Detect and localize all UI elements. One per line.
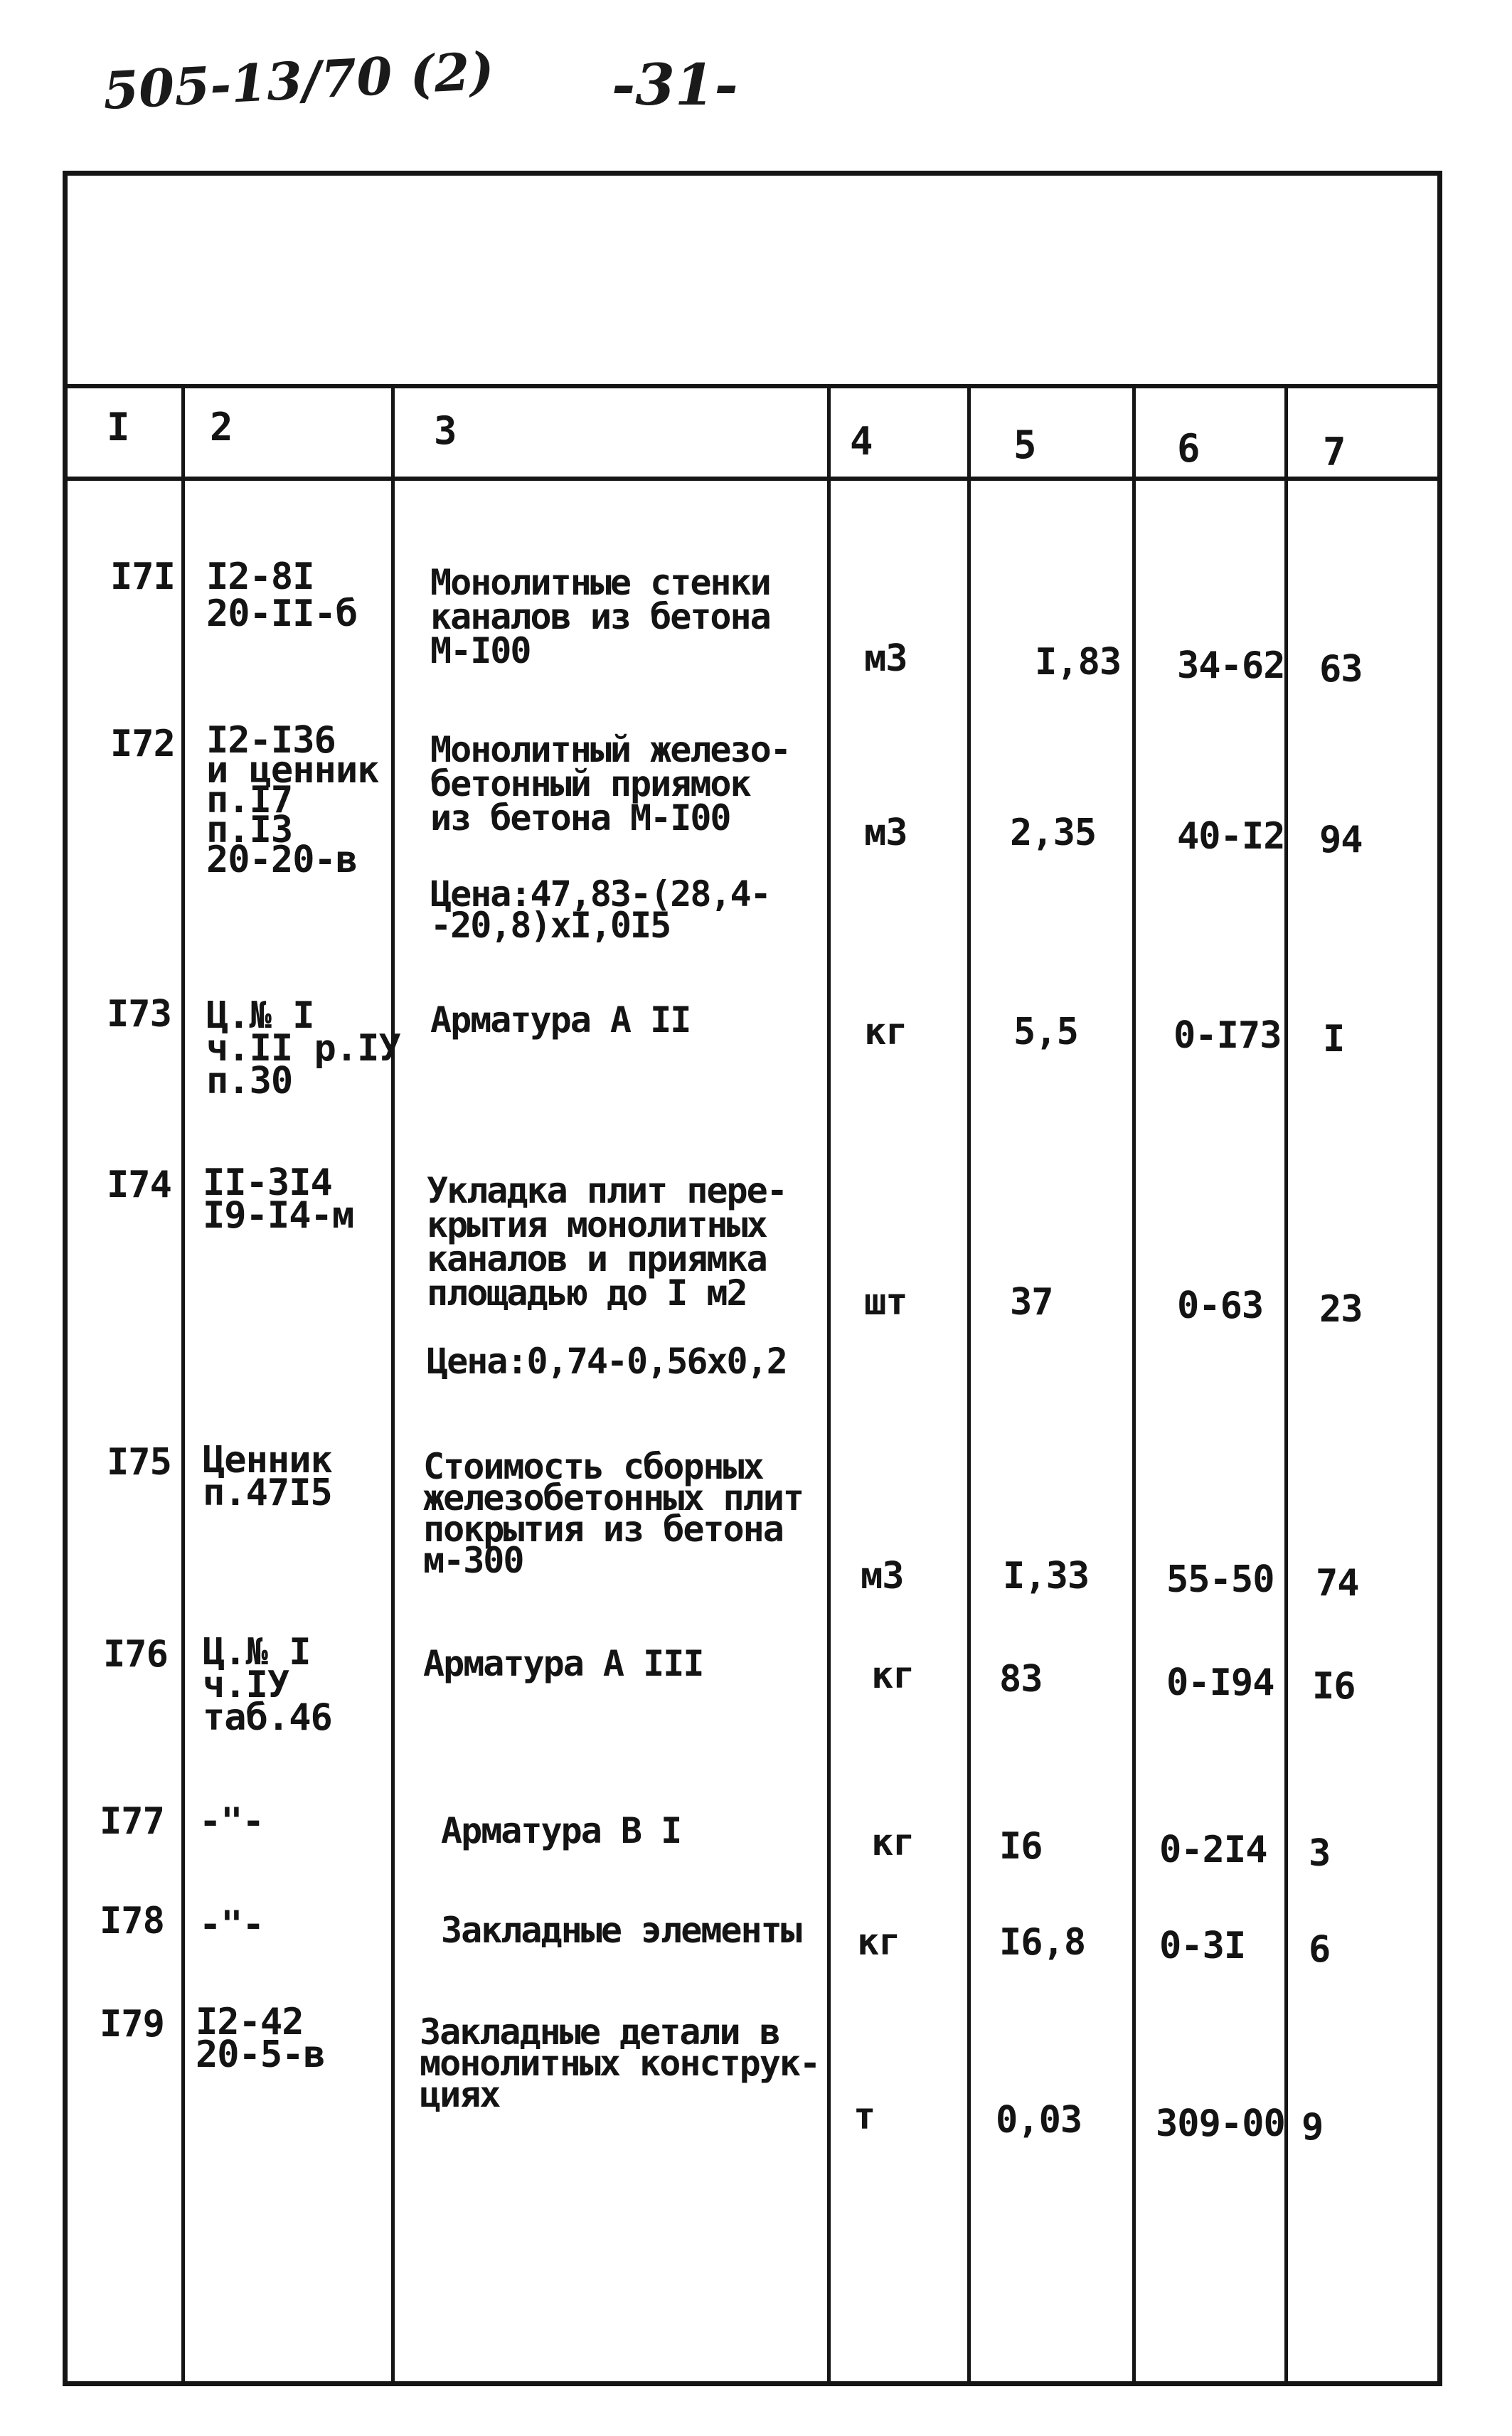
- quantity: 0,03: [996, 2099, 1082, 2142]
- unit-price: 34-62: [1177, 644, 1285, 687]
- work-description: Арматура А II: [430, 999, 691, 1041]
- work-description: Стоимость сборных железобетонных плит покрытия из бетона м-300: [423, 1446, 803, 1581]
- unit: кг: [857, 1921, 900, 1964]
- total-cost: 9: [1301, 2106, 1324, 2149]
- item-number: I76: [103, 1633, 168, 1676]
- total-cost: I6: [1312, 1665, 1356, 1708]
- header-top-rule: [65, 384, 1439, 388]
- quantity: 37: [1010, 1281, 1053, 1324]
- col-divider-5: [1132, 386, 1136, 2381]
- unit-price: 0-I73: [1173, 1014, 1282, 1057]
- unit: кг: [871, 1654, 915, 1697]
- column-header-1: I: [107, 405, 129, 450]
- item-number: I72: [110, 723, 175, 765]
- unit: м3: [864, 637, 907, 680]
- unit-price: 0-3I: [1159, 1925, 1246, 1967]
- unit-price: 0-63: [1177, 1285, 1264, 1327]
- reference-code: II-3I4 I9-I4-м: [203, 1161, 354, 1237]
- item-number: I79: [100, 2003, 164, 2046]
- work-description: Арматура А III: [423, 1643, 703, 1684]
- column-header-3: 3: [434, 408, 457, 453]
- item-number: I75: [107, 1441, 171, 1484]
- header-bottom-rule: [65, 477, 1439, 481]
- reference-code: -"-: [199, 1800, 264, 1843]
- col-divider-6: [1284, 386, 1288, 2381]
- total-cost: I: [1323, 1018, 1345, 1060]
- work-description: Монолитный железо- бетонный приямок из бетона М-I00: [430, 729, 790, 839]
- column-header-4: 4: [850, 419, 873, 464]
- quantity: I,83: [1035, 641, 1122, 684]
- col-divider-2: [391, 386, 395, 2381]
- quantity: 83: [999, 1658, 1043, 1701]
- item-number: I78: [100, 1900, 164, 1942]
- col-divider-4: [967, 386, 971, 2381]
- total-cost: 3: [1309, 1832, 1331, 1875]
- unit: шт: [864, 1281, 907, 1324]
- work-description: Арматура В I: [441, 1810, 681, 1851]
- column-header-7: 7: [1323, 430, 1346, 474]
- col-divider-1: [181, 386, 185, 2381]
- reference-code: Ц.№ I ч.II р.IУ п.30: [206, 994, 400, 1102]
- unit-price: 55-50: [1166, 1558, 1274, 1601]
- reference-code: Ценник п.47I5: [203, 1439, 332, 1514]
- column-header-2: 2: [210, 405, 233, 450]
- reference-code: I2-I36 и ценник п.I7 п.I3 20-20-в: [206, 719, 379, 881]
- document-code: 505-13/70 (2): [101, 40, 496, 121]
- page-number: -31-: [612, 51, 738, 118]
- work-description: Закладные детали в монолитных конструк- циях: [420, 2011, 820, 2115]
- item-number: I77: [100, 1800, 164, 1843]
- total-cost: 23: [1319, 1288, 1363, 1331]
- unit-price: 40-I2: [1177, 815, 1285, 858]
- unit: м3: [864, 812, 907, 854]
- unit-price: 309-00: [1156, 2102, 1285, 2145]
- unit: м3: [861, 1555, 904, 1597]
- quantity: I6: [999, 1825, 1043, 1868]
- quantity: I,33: [1003, 1555, 1090, 1597]
- reference-code: I2-8I 20-II-б: [206, 555, 358, 635]
- unit: т: [853, 2095, 875, 2138]
- total-cost: 6: [1309, 1928, 1331, 1971]
- quantity: 2,35: [1010, 812, 1097, 854]
- reference-code: -"-: [199, 1903, 264, 1946]
- price-note: Цена:0,74-0,56x0,2: [427, 1341, 787, 1382]
- column-header-6: 6: [1177, 426, 1200, 471]
- reference-code: I2-42 20-5-в: [196, 2001, 325, 2076]
- unit: кг: [871, 1821, 915, 1864]
- item-number: I7I: [110, 555, 175, 598]
- unit-price: 0-2I4: [1159, 1829, 1267, 1871]
- col-divider-3: [827, 386, 831, 2381]
- total-cost: 74: [1316, 1562, 1359, 1605]
- unit: кг: [864, 1011, 907, 1053]
- column-header-5: 5: [1013, 422, 1036, 467]
- work-description: Укладка плит пере- крытия монолитных каналов и приямка площадью до I м2: [427, 1170, 787, 1314]
- quantity: I6,8: [999, 1921, 1086, 1964]
- work-description: Закладные элементы: [441, 1910, 801, 1951]
- total-cost: 94: [1319, 819, 1363, 861]
- reference-code: Ц.№ I ч.IУ таб.46: [203, 1631, 332, 1739]
- item-number: I74: [107, 1164, 171, 1206]
- work-description: Монолитные стенки каналов из бетона М-I00: [430, 562, 770, 671]
- unit-price: 0-I94: [1166, 1661, 1274, 1704]
- price-note: Цена:47,83-(28,4- -20,8)xI,0I5: [430, 873, 770, 946]
- total-cost: 63: [1319, 648, 1363, 691]
- item-number: I73: [107, 993, 171, 1036]
- quantity: 5,5: [1013, 1011, 1078, 1053]
